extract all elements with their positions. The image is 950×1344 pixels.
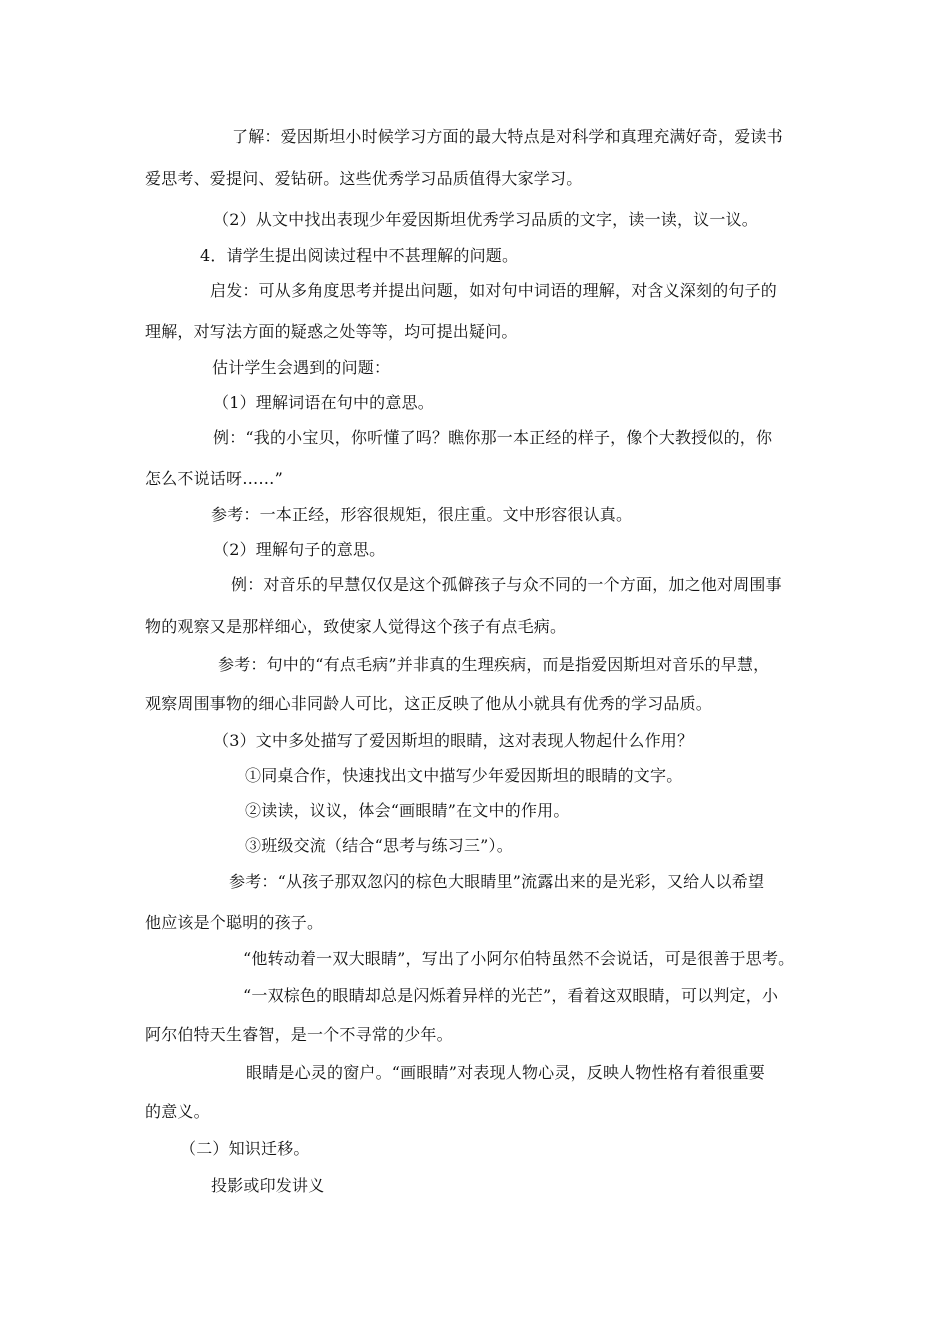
- text-line: ③班级交流（结合“思考与练习三”）。: [245, 836, 513, 855]
- text-line: “他转动着一双大眼睛”，写出了小阿尔伯特虽然不会说话，可是很善于思考。: [243, 949, 795, 968]
- text-line: 怎么不说话呀……”: [145, 469, 283, 488]
- text-line: 例：“我的小宝贝，你听懂了吗？瞧你那一本正经的样子，像个大教授似的，你: [213, 428, 773, 447]
- text-line: 了解：爱因斯坦小时候学习方面的最大特点是对科学和真理充满好奇，爱读书: [232, 127, 783, 146]
- text-line: 例：对音乐的早慧仅仅是这个孤僻孩子与众不同的一个方面，加之他对周围事: [231, 575, 782, 594]
- text-line: 投影或印发讲义: [211, 1176, 325, 1195]
- text-line: （2）理解句子的意思。: [213, 540, 386, 559]
- text-line: 4．请学生提出阅读过程中不甚理解的问题。: [200, 246, 519, 265]
- text-line: 参考：“从孩子那双忽闪的棕色大眼睛里”流露出来的是光彩，又给人以希望: [229, 872, 765, 891]
- text-line: “一双棕色的眼睛却总是闪烁着异样的光芒”，看着这双眼睛，可以判定，小: [243, 986, 779, 1005]
- text-line: 阿尔伯特天生睿智，是一个不寻常的少年。: [145, 1025, 453, 1044]
- text-line: 物的观察又是那样细心，致使家人觉得这个孩子有点毛病。: [145, 617, 567, 636]
- text-line: （1）理解词语在句中的意思。: [213, 393, 434, 412]
- text-line: 估计学生会遇到的问题：: [212, 358, 391, 377]
- text-line: 眼睛是心灵的窗户。“画眼睛”对表现人物心灵，反映人物性格有着很重要: [246, 1063, 765, 1082]
- text-line: （2）从文中找出表现少年爱因斯坦优秀学习品质的文字，读一读，议一议。: [213, 210, 758, 229]
- text-line: 的意义。: [145, 1102, 210, 1121]
- text-line: 理解，对写法方面的疑惑之处等等，均可提出疑问。: [145, 322, 518, 341]
- text-line: ②读读，议议，体会“画眼睛”在文中的作用。: [245, 801, 570, 820]
- text-line: 他应该是个聪明的孩子。: [145, 913, 324, 932]
- text-line: 参考：句中的“有点毛病”并非真的生理疾病，而是指爱因斯坦对音乐的早慧，: [218, 655, 770, 674]
- text-line: （3）文中多处描写了爱因斯坦的眼睛，这对表现人物起什么作用？: [213, 731, 694, 750]
- text-line: 启发：可从多角度思考并提出问题，如对句中词语的理解，对含义深刻的句子的: [210, 281, 778, 300]
- text-line: （二）知识迁移。: [180, 1139, 310, 1158]
- text-line: 参考：一本正经，形容很规矩，很庄重。文中形容很认真。: [211, 505, 633, 524]
- text-line: 观察周围事物的细心非同龄人可比，这正反映了他从小就具有优秀的学习品质。: [145, 694, 713, 713]
- text-line: 爱思考、爱提问、爱钻研。这些优秀学习品质值得大家学习。: [145, 169, 583, 188]
- text-line: ①同桌合作，快速找出文中描写少年爱因斯坦的眼睛的文字。: [245, 766, 683, 785]
